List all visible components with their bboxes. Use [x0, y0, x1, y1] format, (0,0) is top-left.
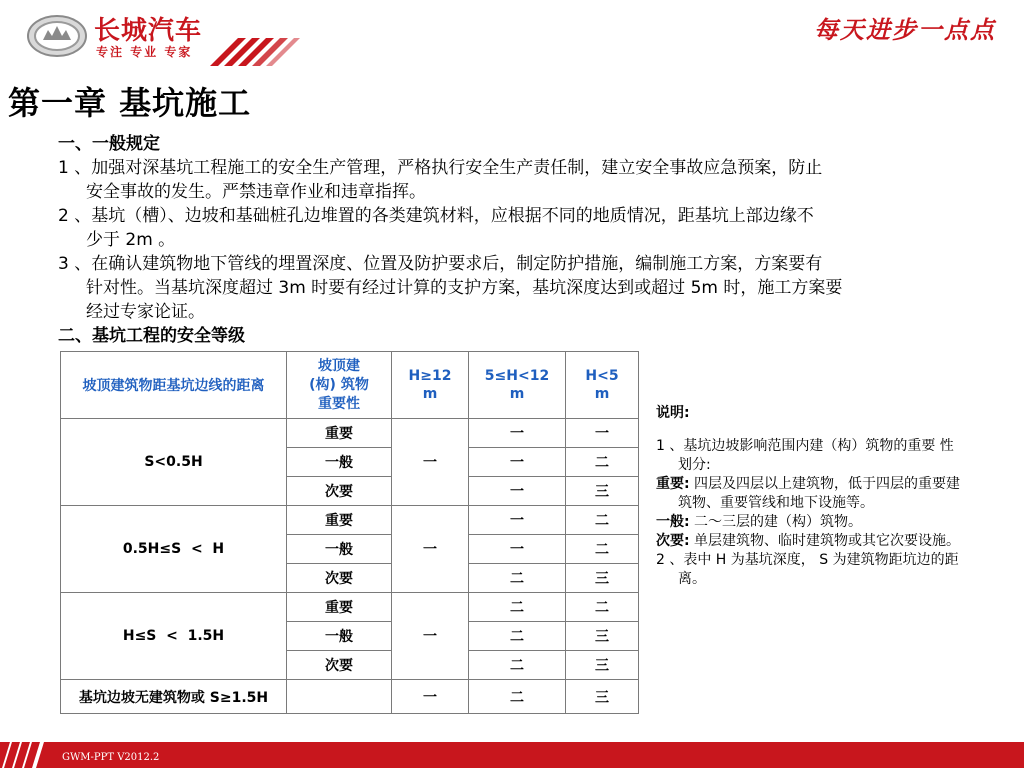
note-text: 1 、基坑边坡影响范围内建（构）筑物的重要 性 — [656, 438, 954, 454]
column-header: H<5 m — [566, 352, 639, 419]
distance-cell: 0.5H≤S < H — [61, 506, 287, 593]
grade-cell: 一 — [469, 477, 566, 506]
grade-cell: 一 — [392, 506, 469, 593]
note-label: 次要: — [656, 533, 690, 549]
item-line: 2 、基坑（槽）、边坡和基础桩孔边堆置的各类建筑材料，应根据不同的地质情况，距基坑上部边缘不 — [58, 206, 814, 226]
notes-box — [656, 404, 1006, 589]
note-line — [656, 551, 1006, 570]
distance-cell: H≤S < 1.5H — [61, 593, 287, 680]
grade-cell: 二 — [469, 680, 566, 714]
note-line — [656, 532, 1006, 551]
table-row — [61, 506, 639, 535]
grade-cell: 一 — [469, 506, 566, 535]
grade-cell: 三 — [566, 622, 639, 651]
importance-cell: 重要 — [287, 593, 392, 622]
table-row — [61, 593, 639, 622]
body-text — [58, 132, 978, 348]
note-line — [656, 570, 1006, 589]
note-line — [656, 494, 1006, 513]
header-stripes — [210, 38, 630, 66]
grade-cell: 一 — [566, 419, 639, 448]
note-text: 二～三层的建（构）筑物。 — [689, 514, 863, 530]
note-label: 一般: — [656, 514, 690, 530]
table-header-row — [61, 352, 639, 419]
item-line: 少于 2m 。 — [86, 230, 176, 250]
brand-tagline: 专注 专业 专家 — [96, 45, 193, 59]
column-header: 坡顶建筑物距基坑边线的距离 — [61, 352, 287, 419]
importance-cell — [287, 680, 392, 714]
grade-cell: 一 — [469, 419, 566, 448]
note-text: 离。 — [678, 571, 706, 587]
grade-cell: 二 — [469, 564, 566, 593]
item-line: 安全事故的发生。严禁违章作业和违章指挥。 — [86, 182, 426, 202]
column-header: H≥12 m — [392, 352, 469, 419]
table-row — [61, 419, 639, 448]
grade-cell: 二 — [566, 448, 639, 477]
note-text: 划分: — [678, 457, 711, 473]
list-item — [58, 156, 978, 204]
importance-cell: 次要 — [287, 564, 392, 593]
importance-cell: 次要 — [287, 651, 392, 680]
grade-cell: 三 — [566, 477, 639, 506]
distance-cell: S<0.5H — [61, 419, 287, 506]
great-wall-logo-icon — [26, 14, 88, 58]
note-line — [656, 513, 1006, 532]
distance-cell: 基坑边坡无建筑物或 S≥1.5H — [61, 680, 287, 714]
list-item — [58, 252, 978, 324]
safety-grade-table — [60, 351, 639, 714]
grade-cell: 一 — [469, 448, 566, 477]
item-line: 经过专家论证。 — [86, 302, 205, 322]
grade-cell: 二 — [566, 535, 639, 564]
grade-cell: 二 — [469, 593, 566, 622]
slide-header — [0, 0, 1024, 66]
note-text: 单层建筑物、临时建筑物或其它次要设施。 — [689, 533, 961, 549]
grade-cell: 一 — [392, 680, 469, 714]
importance-cell: 次要 — [287, 477, 392, 506]
note-text: 筑物、重要管线和地下设施等。 — [678, 495, 874, 511]
section-heading: 二、基坑工程的安全等级 — [58, 326, 245, 346]
item-line: 针对性。当基坑深度超过 3m 时要有经过计算的支护方案，基坑深度达到或超过 5m 时，施工方案要 — [86, 278, 843, 298]
notes-heading: 说明: — [656, 405, 690, 421]
importance-cell: 一般 — [287, 622, 392, 651]
page-title: 第一章 基坑施工 — [8, 84, 252, 122]
item-line: 1 、加强对深基坑工程施工的安全生产管理，严格执行安全生产责任制，建立安全事故应急预案，防止 — [58, 158, 823, 178]
note-line — [656, 475, 1006, 494]
note-line — [656, 437, 1006, 456]
grade-cell: 二 — [469, 651, 566, 680]
importance-cell: 重要 — [287, 419, 392, 448]
grade-cell: 三 — [566, 651, 639, 680]
section-heading: 一、一般规定 — [58, 134, 160, 154]
grade-cell: 一 — [392, 593, 469, 680]
grade-cell: 一 — [469, 535, 566, 564]
note-text: 四层及四层以上建筑物，低于四层的重要建 — [689, 476, 961, 492]
column-header: 5≤H<12 m — [469, 352, 566, 419]
slogan: 每天进步一点点 — [814, 15, 996, 44]
column-header: 坡顶建 (构) 筑物 重要性 — [287, 352, 392, 419]
note-text: 2 、表中 H 为基坑深度， S 为建筑物距坑边的距 — [656, 552, 959, 568]
grade-cell: 三 — [566, 680, 639, 714]
importance-cell: 重要 — [287, 506, 392, 535]
grade-cell: 二 — [566, 506, 639, 535]
importance-cell: 一般 — [287, 448, 392, 477]
item-line: 3 、在确认建筑物地下管线的埋置深度、位置及防护要求后，制定防护措施，编制施工方案，方案要有 — [58, 254, 823, 274]
importance-cell: 一般 — [287, 535, 392, 564]
grade-cell: 三 — [566, 564, 639, 593]
grade-cell: 二 — [566, 593, 639, 622]
note-label: 重要: — [656, 476, 690, 492]
version-label: GWM-PPT V2012.2 — [62, 752, 160, 763]
brand-name: 长城汽车 — [94, 16, 203, 46]
table-row — [61, 680, 639, 714]
grade-cell: 二 — [469, 622, 566, 651]
list-item — [58, 204, 978, 252]
note-line — [656, 456, 1006, 475]
grade-cell: 一 — [392, 419, 469, 506]
